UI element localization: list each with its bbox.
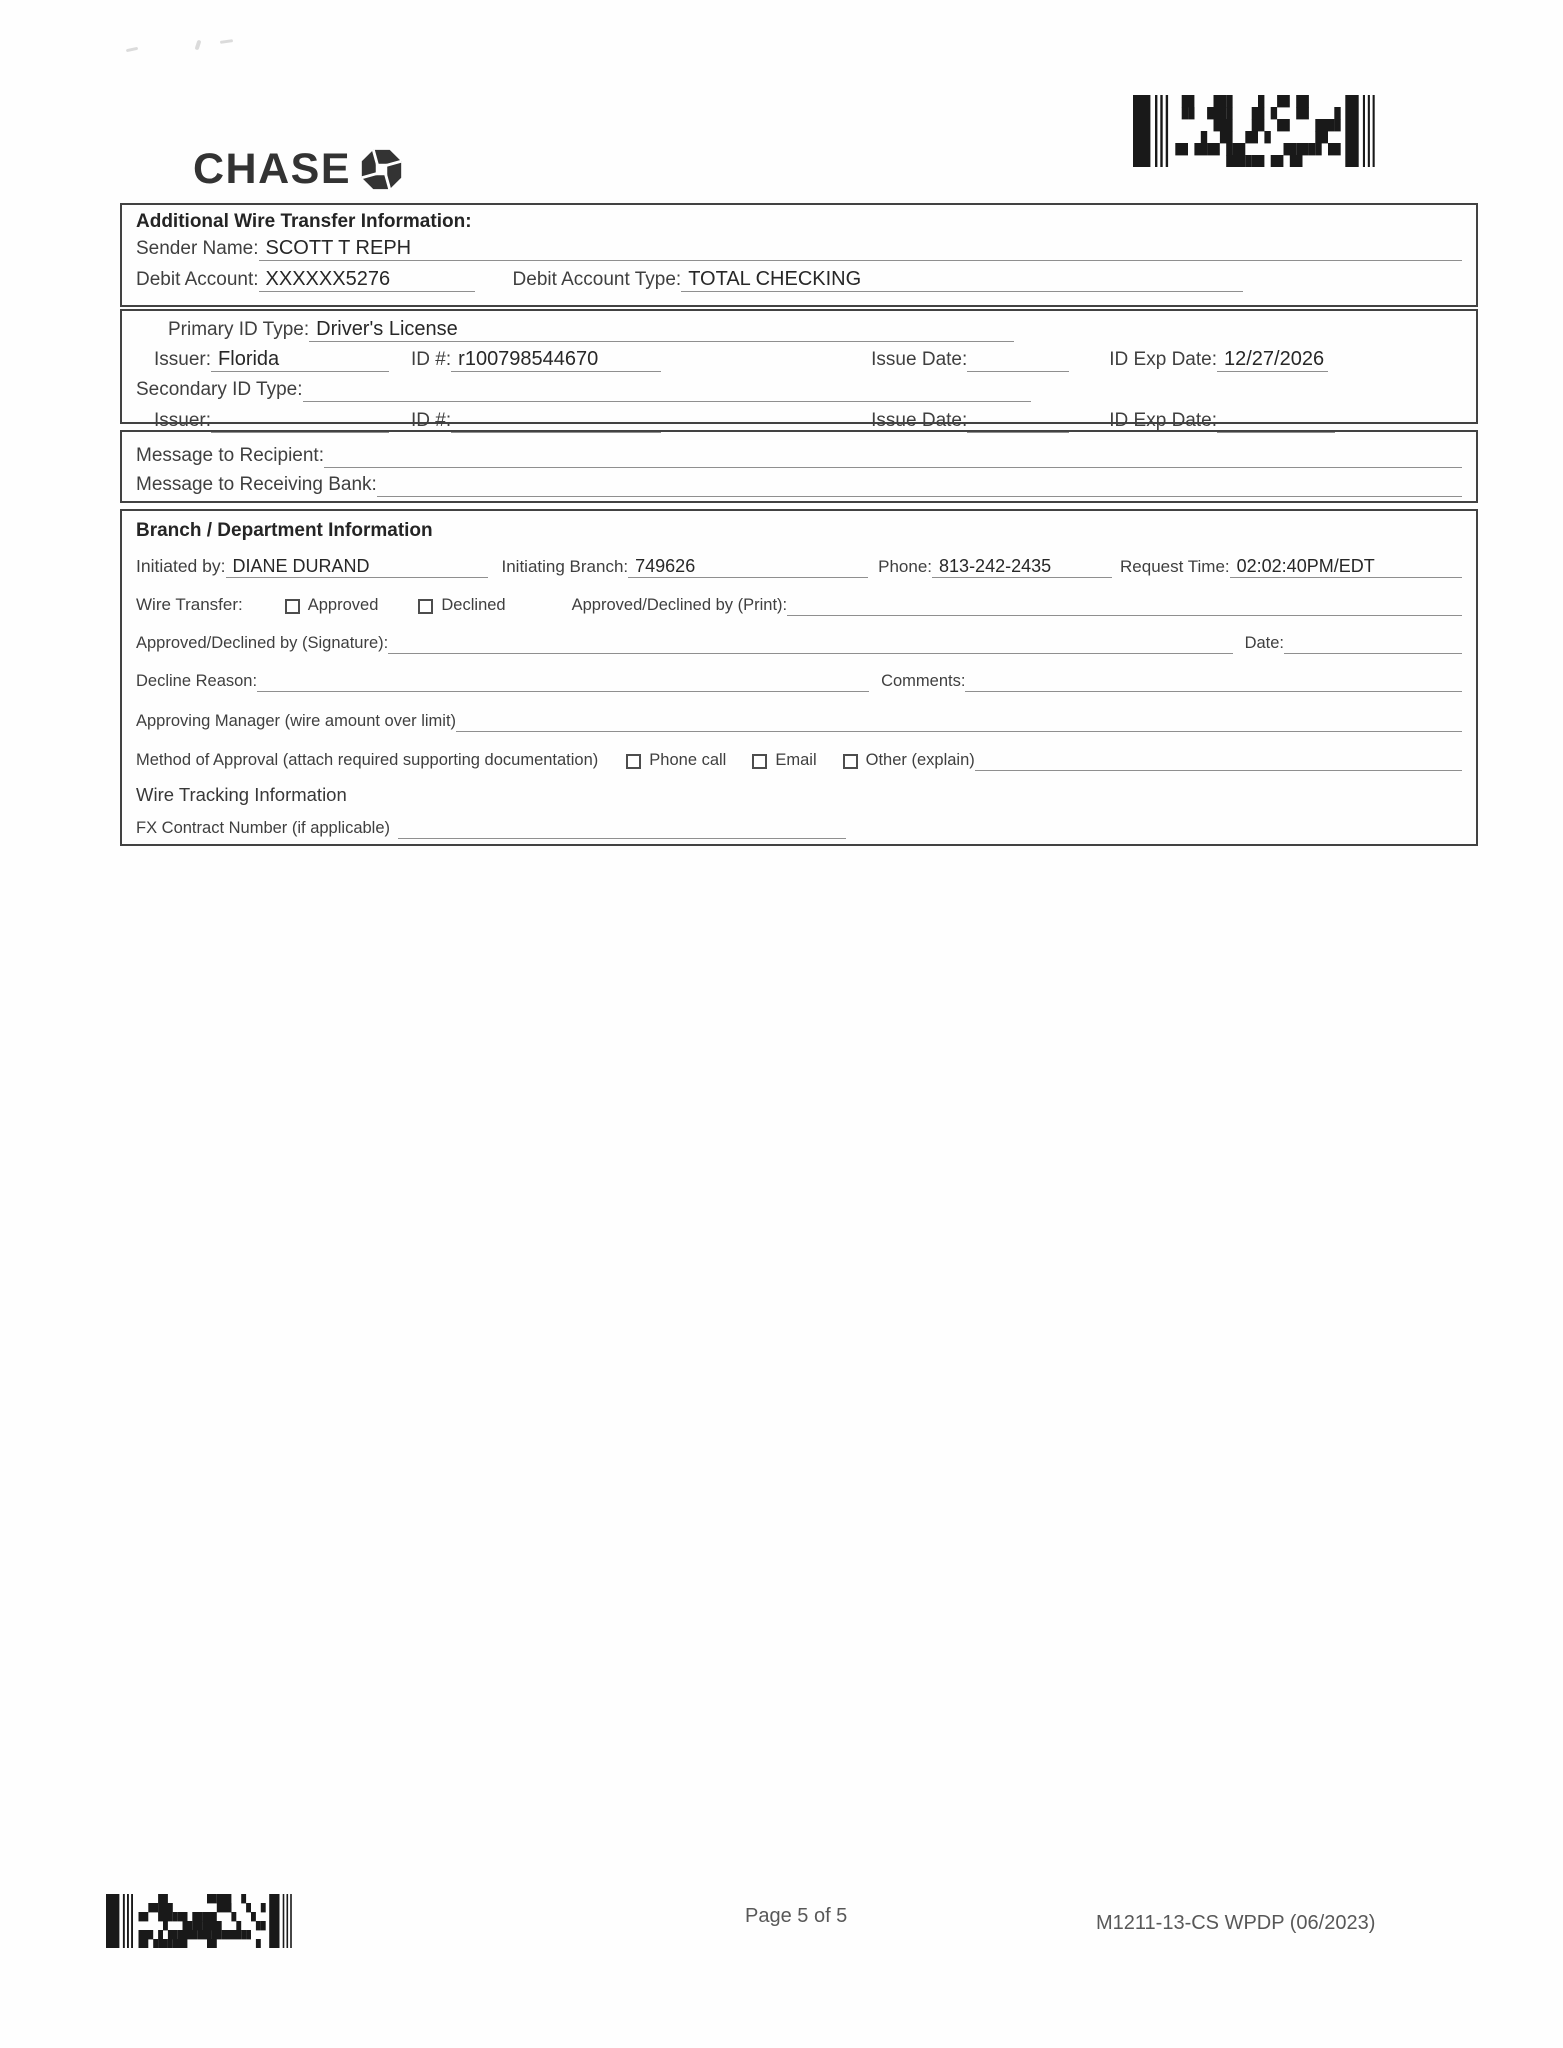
approved-declined-signature-label: Approved/Declined by (Signature):: [136, 634, 389, 652]
message-to-receiving-bank-field: [377, 473, 1462, 497]
wire-tracking-title: Wire Tracking Information: [136, 784, 347, 805]
form-code: M1211-13-CS WPDP (06/2023): [1096, 1912, 1376, 1934]
secondary-issue-date-label: Issue Date:: [871, 410, 968, 431]
primary-id-number-field: [451, 348, 661, 372]
decline-reason-field: [257, 668, 869, 692]
comments-field: [965, 668, 1462, 692]
branch-section-title: Branch / Department Information: [136, 520, 433, 541]
fx-contract-label: FX Contract Number (if applicable): [136, 819, 391, 837]
initiating-branch-field: [628, 554, 868, 578]
primary-id-type-value: Driver's License: [316, 318, 458, 340]
primary-exp-date-value: 12/27/2026: [1223, 348, 1325, 370]
approved-checkbox: [285, 599, 300, 614]
debit-account-value: XXXXXX5276: [265, 268, 391, 290]
phone-call-checkbox-label: Phone call: [649, 751, 727, 769]
request-time-value: 02:02:40PM/EDT: [1236, 556, 1375, 576]
primary-issuer-label: Issuer:: [154, 349, 212, 370]
initiating-branch-label: Initiating Branch:: [501, 557, 629, 576]
page-number: Page 5 of 5: [745, 1905, 848, 1927]
primary-id-type-field: [309, 318, 1014, 342]
approved-declined-print-label: Approved/Declined by (Print):: [571, 596, 788, 614]
wire-transfer-label: Wire Transfer:: [136, 595, 243, 614]
request-time-label: Request Time:: [1120, 557, 1230, 576]
other-checkbox-label: Other (explain): [865, 751, 975, 769]
debit-account-field: [259, 268, 475, 292]
primary-issue-date-label: Issue Date:: [871, 349, 968, 370]
approving-manager-field: [456, 708, 1462, 732]
secondary-id-type-field: [303, 378, 1031, 402]
primary-id-number-label: ID #:: [411, 349, 452, 370]
section-identification: [120, 309, 1478, 431]
decline-reason-label: Decline Reason:: [136, 672, 258, 690]
primary-id-number-value: r100798544670: [458, 348, 599, 370]
pencil-mark: [195, 40, 202, 51]
date-field: [1284, 630, 1462, 654]
chase-octagon-icon: [361, 149, 402, 190]
debit-account-type-value: TOTAL CHECKING: [688, 268, 862, 290]
comments-label: Comments:: [881, 672, 966, 690]
chase-wordmark: CHASE: [193, 145, 352, 193]
sender-name-field: [259, 237, 1462, 261]
pencil-mark: [126, 47, 138, 52]
phone-call-checkbox: [626, 754, 641, 769]
email-checkbox: [752, 754, 767, 769]
approved-checkbox-label: Approved: [307, 596, 379, 614]
phone-label: Phone:: [878, 557, 933, 576]
message-to-receiving-bank-label: Message to Receiving Bank:: [136, 474, 377, 495]
secondary-issuer-label: Issuer:: [154, 410, 212, 431]
other-explain-field: [975, 747, 1462, 771]
section-additional-wire-info: [120, 203, 1478, 307]
request-time-field: [1230, 554, 1462, 578]
fx-contract-field: [398, 815, 846, 839]
primary-exp-date-label: ID Exp Date:: [1109, 349, 1217, 370]
declined-checkbox: [418, 599, 433, 614]
secondary-id-number-label: ID #:: [411, 410, 452, 431]
other-checkbox: [843, 754, 858, 769]
initiating-branch-value: 749626: [635, 556, 696, 576]
pdf417-barcode-bottom: [106, 1894, 312, 1948]
email-checkbox-label: Email: [775, 751, 817, 769]
chase-logo: [193, 145, 402, 193]
approving-manager-label: Approving Manager (wire amount over limit): [136, 712, 457, 730]
section-title: Additional Wire Transfer Information:: [136, 211, 472, 232]
pdf417-barcode-top: [1133, 95, 1401, 167]
phone-value: 813-242-2435: [939, 556, 1052, 576]
date-label: Date:: [1244, 634, 1284, 652]
primary-issuer-value: Florida: [218, 348, 280, 370]
declined-checkbox-label: Declined: [441, 596, 506, 614]
primary-issue-date-field: [967, 348, 1069, 372]
approved-declined-print-field: [787, 592, 1462, 616]
phone-field: [932, 554, 1112, 578]
message-to-recipient-label: Message to Recipient:: [136, 445, 324, 466]
debit-account-label: Debit Account:: [136, 269, 259, 290]
debit-account-type-label: Debit Account Type:: [512, 269, 682, 290]
debit-account-type-field: [681, 268, 1243, 292]
primary-issuer-field: [211, 348, 389, 372]
sender-name-label: Sender Name:: [136, 238, 259, 259]
initiated-by-value: DIANE DURAND: [232, 556, 370, 576]
section-branch-department: [120, 509, 1478, 846]
primary-exp-date-field: [1217, 348, 1328, 372]
section-messages: [120, 430, 1478, 503]
primary-id-type-label: Primary ID Type:: [168, 319, 310, 340]
pencil-mark: [220, 39, 233, 44]
approved-declined-signature-field: [388, 630, 1232, 654]
sender-name-value: SCOTT T REPH: [265, 237, 412, 259]
method-of-approval-label: Method of Approval (attach required supporting documentation): [136, 751, 599, 769]
secondary-exp-date-label: ID Exp Date:: [1109, 410, 1217, 431]
message-to-recipient-field: [324, 444, 1462, 468]
initiated-by-field: [226, 554, 488, 578]
initiated-by-label: Initiated by:: [136, 556, 226, 576]
secondary-id-type-label: Secondary ID Type:: [136, 379, 303, 400]
